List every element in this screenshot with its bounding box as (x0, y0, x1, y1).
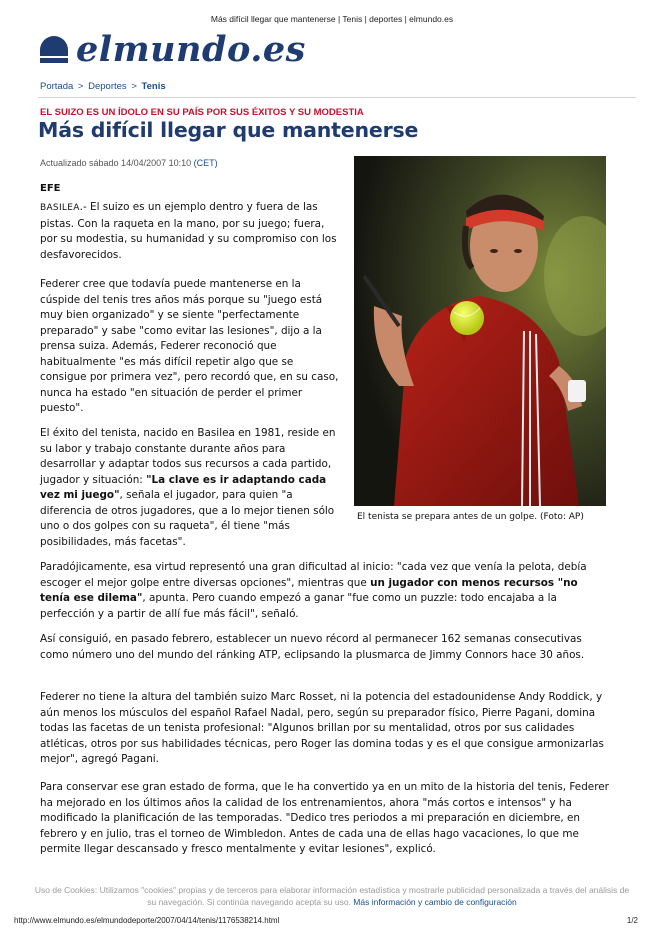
dateline-text: Actualizado sábado 14/04/2007 10:10 (40, 158, 192, 168)
paragraph-3-text-a: El éxito del tenista, nacido en Basilea en 1981, reside en su labor y trabajo constante durante años para desarrollar y adaptar todos sus recursos a cada partido, jugador y situación: (40, 427, 336, 486)
article-kicker: EL SUIZO ES UN ÍDOLO EN SU PAÍS POR SUS ÉXITOS Y SU MODESTIA (40, 107, 364, 118)
breadcrumb-separator: > (131, 81, 137, 92)
paragraph-4-highlight: un jugador con menos recursos "no tenía ese dilema" (40, 576, 578, 604)
tennis-player-photo (354, 156, 606, 506)
breadcrumb-deportes[interactable]: Deportes (88, 81, 127, 92)
article-dateline (40, 158, 218, 168)
paragraph-4-text-a: Paradójicamente, esa virtud representó una gran dificultad al inicio: "cada vez que venía la pelota, debía escoger el mejor golpe entre diversas opciones", mientras que (40, 561, 587, 589)
footer-url: http://www.elmundo.es/elmundodeporte/2007/04/14/tenis/1176538214.html (14, 916, 280, 925)
cookie-settings-link[interactable]: Más información y cambio de configuración (353, 897, 517, 907)
breadcrumb (40, 81, 166, 92)
paragraph-3-highlight: "La clave es ir adaptando cada vez mi juego" (40, 473, 327, 501)
photo-caption: El tenista se prepara antes de un golpe. (Foto: AP) (357, 512, 584, 522)
city-tag: BASILEA (40, 203, 80, 213)
site-logo[interactable] (38, 30, 306, 70)
article-paragraph-2: Federer cree que todavía puede mantenerse en la cúspide del tenis tres años más porque su "juego está muy bien organizado" y se siente "perfectamente preparado" y sabe "como evitar las lesiones", dijo a la prensa suiza. Además, Federer reconoció que habitualmente "es más difícil repetir algo que se consigue por primera vez", pero recordó que, en su caso, nunca ha estado "en situación de perder el primer puesto". (40, 278, 339, 414)
article-paragraph-7: Para conservar ese gran estado de forma, que le ha convertido ya en un mito de la historia del tenis, Federer ha mejorado en los últimos años la calidad de los entrenamientos, ahora "más cortos e intensos" y ha modificado la planificación de las temporadas. "Dedico tres periodos a mi preparación en diciembre, en febrero y en julio, tras el torneo de Wimbledon. Antes de cada una de ellas hago vacaciones, lo que me permite llegar descansado y fresco mentalmente y evitar lesiones", explicó. (40, 781, 609, 855)
article-headline: Más difícil llegar que mantenerse (38, 118, 419, 142)
cookie-notice (30, 884, 634, 908)
breadcrumb-separator: > (77, 81, 84, 92)
breadcrumb-tenis[interactable]: Tenis (141, 81, 166, 92)
article-paragraph-5: Así consiguió, en pasado febrero, establecer un nuevo récord al permanecer 162 semanas consecutivas como número uno del mundo del ránking ATP, eclipsando la plusmarca de Jimmy Connors hace 30 años. (40, 633, 585, 661)
article-photo (354, 156, 606, 506)
logo-mark-icon (38, 34, 70, 66)
footer-page-number: 1/2 (626, 916, 638, 925)
lead-text: .- El suizo es un ejemplo dentro y fuera de las pistas. Con la raqueta en la mano, por su juego; fuera, por su modestia, su humanidad y su compromiso con los desfavorecidos. (40, 201, 337, 261)
article-paragraph-4 (40, 560, 610, 622)
paragraph-3-text-b: , señala el jugador, para quien "a diferencia de otros jugadores, que a lo mejor tienen sólo uno o dos golpes con su raqueta", él tiene "más posibilidades, más facetas". (40, 489, 335, 548)
logo-text: elmundo.es (76, 29, 306, 70)
article-paragraph-3 (40, 426, 340, 550)
paragraph-4-text-b: , apunta. Pero cuando empezó a ganar "fue como un puzzle: todo encajaba a la perfección y a partir de allí fue más fácil", señaló. (40, 592, 557, 620)
timezone-link[interactable]: (CET) (193, 158, 218, 168)
cookie-notice-text: Uso de Cookies: Utilizamos "cookies" propias y de terceros para elaborar información estadística y mostrarle publicidad personalizada a través del análisis de su navegación. Si continúa navegando acepta su uso. (34, 885, 630, 907)
breadcrumb-portada[interactable]: Portada (40, 81, 74, 92)
header-divider (38, 97, 636, 98)
print-header: Más difícil llegar que mantenerse | Tenis | deportes | elmundo.es (210, 14, 454, 24)
news-agency: EFE (40, 183, 61, 194)
article-paragraph-6: Federer no tiene la altura del también suizo Marc Rosset, ni la potencia del estadounidense Andy Roddick, y aún menos los músculos del español Rafael Nadal, pero, según su preparador físico, Pierre Pagani, domina todas las facetas de un tenista profesional: "Algunos brillan por su mentalidad, otros por sus calidades atléticas, otros por sus habilidades técnicas, pero Roger las domina todas y es el que consigue armonizarlas mejor", agregó Pagani. (40, 691, 604, 765)
article-paragraph-1 (40, 200, 340, 263)
